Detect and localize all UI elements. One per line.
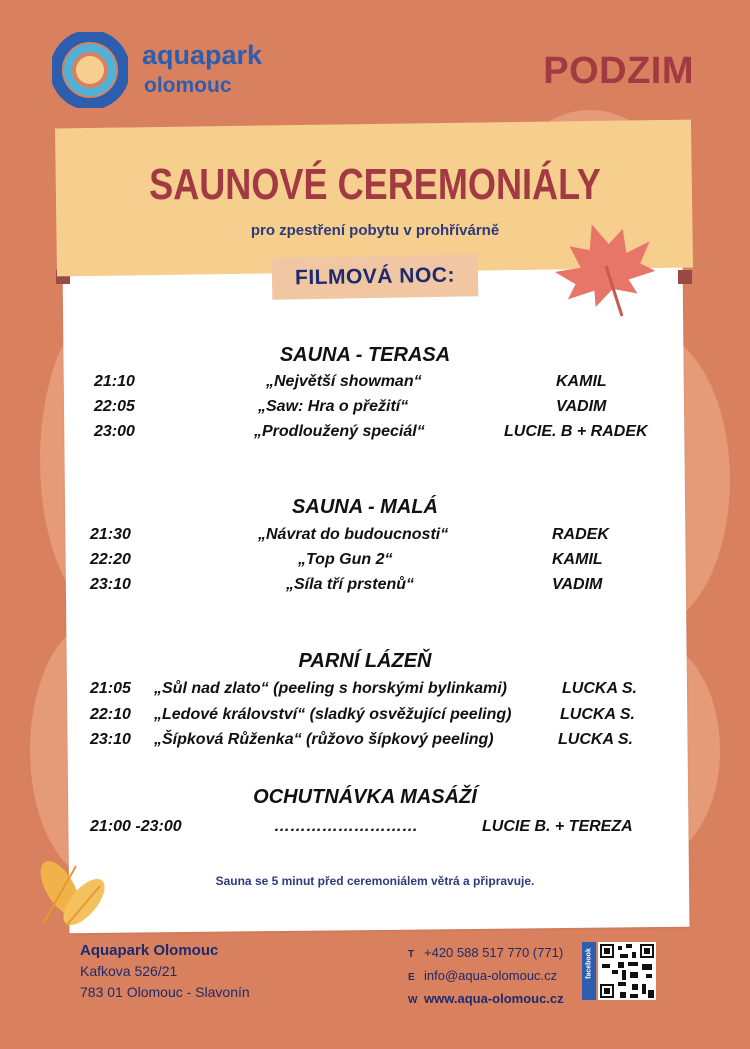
ventilation-note: Sauna se 5 minut před ceremoniálem větrá a připravuje. <box>215 874 535 888</box>
row-show: „Šípková Růženka“ (růžovo šípkový peeling) <box>154 731 494 748</box>
email-label: E <box>408 972 415 983</box>
section-title: OCHUTNÁVKA MASÁŽÍ <box>253 786 477 808</box>
row-host: LUCKA S. <box>562 680 637 697</box>
page-title: SAUNOVÉ CEREMONIÁLY <box>149 160 601 209</box>
maple-leaf-icon <box>548 216 664 320</box>
row-time: 22:20 <box>90 551 131 568</box>
row-show: „Prodloužený speciál“ <box>254 423 425 440</box>
row-time: 21:00 -23:00 <box>90 818 182 835</box>
row-time: 23:10 <box>90 731 131 748</box>
row-time: 21:05 <box>90 680 131 697</box>
footer-street: Kafkova 526/21 <box>80 963 178 979</box>
theme-tag <box>272 254 479 300</box>
row-show: „Návrat do budoucnosti“ <box>258 526 449 543</box>
row-time: 21:10 <box>94 373 135 390</box>
theme-tag-label: FILMOVÁ NOC: <box>294 263 456 290</box>
row-host: LUCIE. B + RADEK <box>504 423 648 440</box>
brand-name: aquapark <box>142 40 263 70</box>
row-host: RADEK <box>552 526 609 543</box>
row-host: LUCKA S. <box>560 706 635 723</box>
row-show: ……………………… <box>274 818 418 835</box>
row-time: 21:30 <box>90 526 131 543</box>
row-time: 22:05 <box>94 398 135 415</box>
banner-flap <box>678 270 692 284</box>
row-time: 23:00 <box>94 423 135 440</box>
footer-company-name: Aquapark Olomouc <box>80 942 219 959</box>
row-host: VADIM <box>556 398 607 415</box>
brand-city: olomouc <box>144 74 232 97</box>
row-host: KAMIL <box>552 551 603 568</box>
facebook-label: facebook <box>585 948 593 979</box>
aquapark-logo-icon <box>52 32 128 108</box>
autumn-leaves-icon <box>30 852 110 936</box>
row-show: „Největší showman“ <box>266 373 422 390</box>
phone-label: T <box>408 949 415 960</box>
web-label: W <box>408 995 418 1006</box>
qr-code-icon[interactable] <box>598 942 656 1000</box>
row-time: 22:10 <box>90 706 131 723</box>
row-show: „Top Gun 2“ <box>298 551 393 568</box>
phone-number[interactable]: +420 588 517 770 (771) <box>424 945 564 960</box>
row-host: LUCKA S. <box>558 731 633 748</box>
row-host: VADIM <box>552 576 603 593</box>
section-title: SAUNA - TERASA <box>279 344 451 366</box>
contact-block <box>408 942 564 1011</box>
row-show: „Síla tří prstenů“ <box>286 576 415 593</box>
row-host: KAMIL <box>556 373 607 390</box>
web-link[interactable]: www.aqua-olomouc.cz <box>424 991 564 1006</box>
season-label: PODZIM <box>543 50 694 92</box>
row-host: LUCIE B. + TEREZA <box>482 818 633 835</box>
section-title: SAUNA - MALÁ <box>292 496 438 518</box>
footer-city: 783 01 Olomouc - Slavonín <box>80 984 250 1000</box>
page-subtitle: pro zpestření pobytu v prohřívárně <box>250 222 500 239</box>
row-show: „Ledové království“ (sladký osvěžující peeling) <box>154 706 512 723</box>
address-block <box>80 940 250 1003</box>
email-link[interactable]: info@aqua-olomouc.cz <box>424 968 558 983</box>
row-time: 23:10 <box>90 576 131 593</box>
row-show: „Sůl nad zlato“ (peeling s horskými bylinkami) <box>154 680 507 697</box>
row-show: „Saw: Hra o přežití“ <box>258 398 409 415</box>
section-title: PARNÍ LÁZEŇ <box>298 650 432 672</box>
facebook-strip <box>582 942 596 1000</box>
